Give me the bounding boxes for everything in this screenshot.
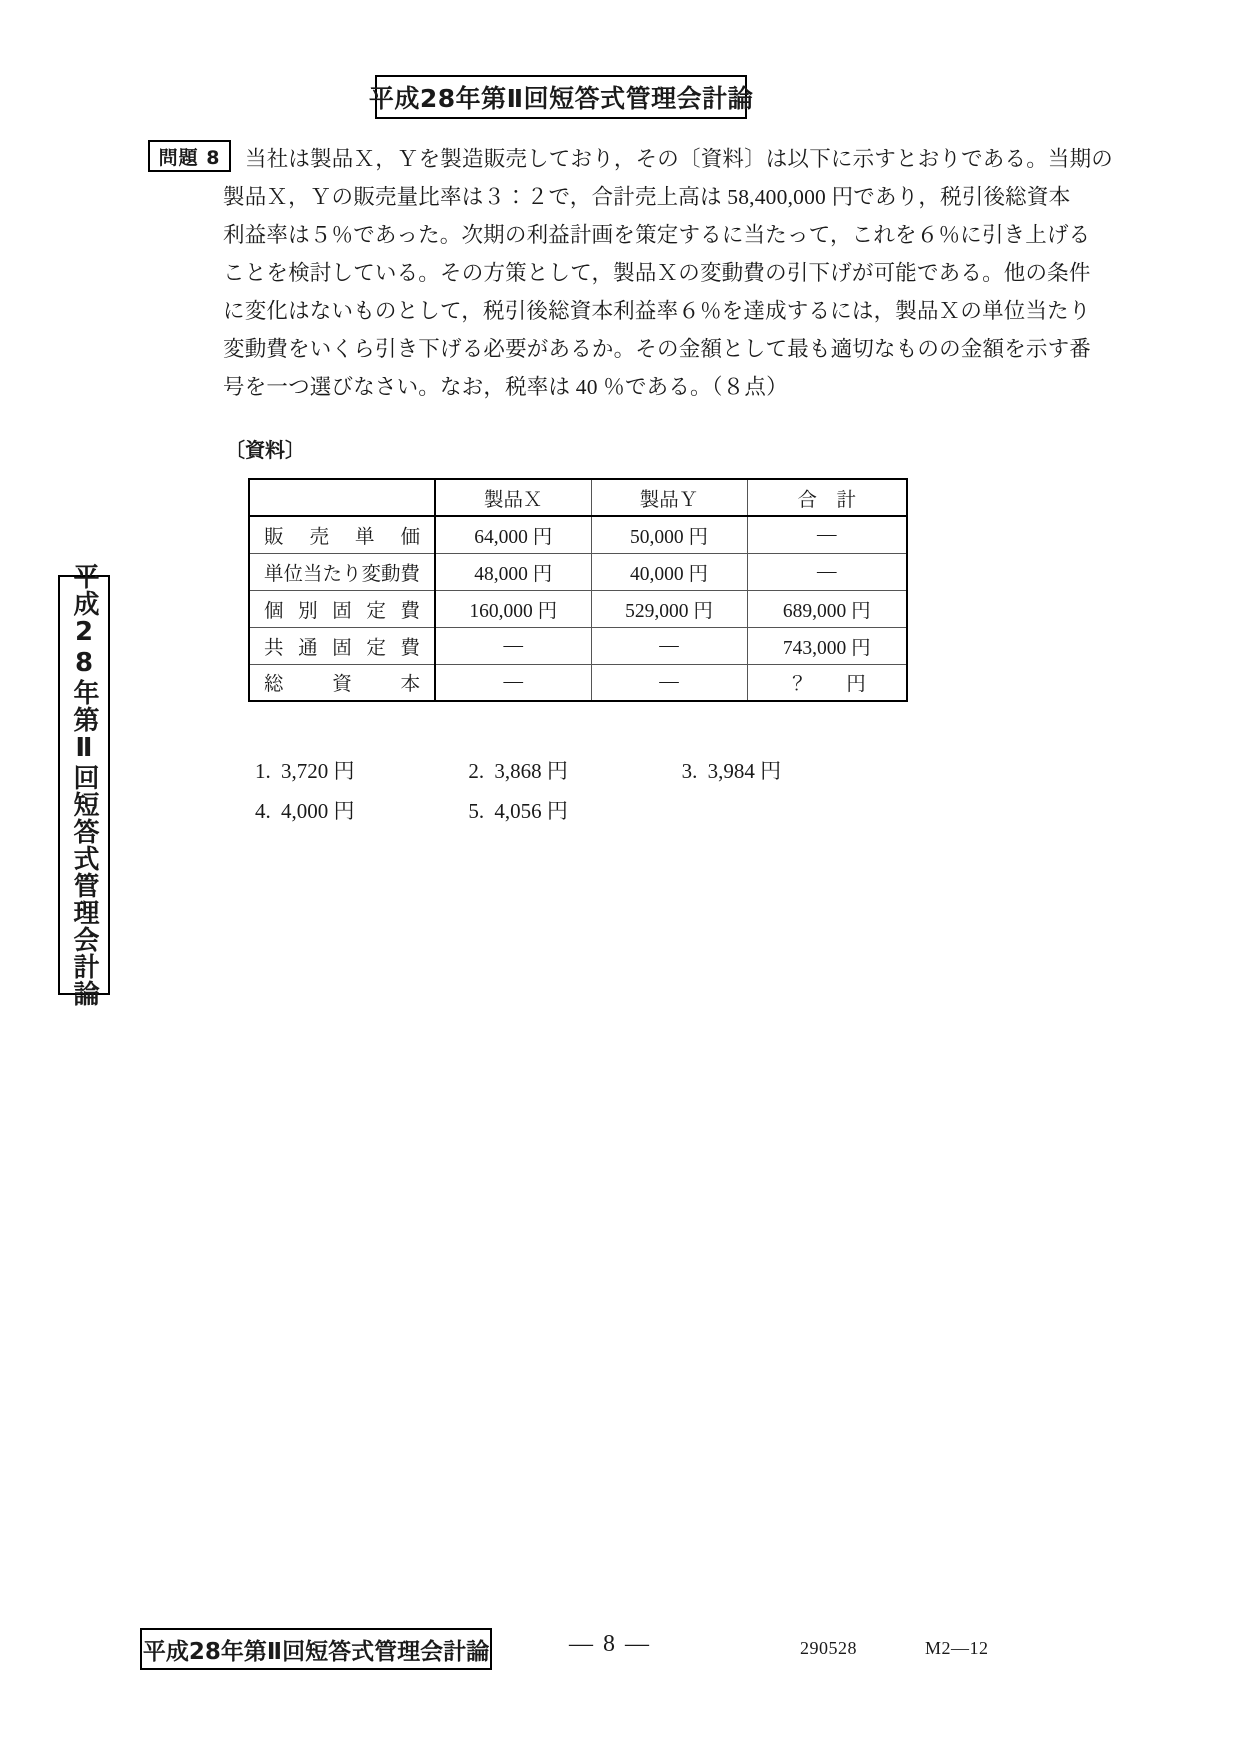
footer-title-text: 平成28年第Ⅱ回短答式管理会計論	[142, 1638, 490, 1665]
answer-choice-5[interactable]	[468, 795, 681, 825]
row-label-unit-variable-cost: 単位当たり変動費	[249, 553, 435, 590]
side-title-text: 平成28年第Ⅱ回短答式管理会計論	[69, 563, 99, 1007]
cell-total-capital-total: ？ 円	[747, 664, 907, 701]
table-header-product-x: 製品Ｘ	[435, 479, 591, 516]
question-line: 号を一つ選びなさい。なお，税率は 40 ％である。（８点）	[223, 375, 788, 399]
cell-variable-cost-x: 48,000 円	[435, 553, 591, 590]
cell-variable-cost-total: —	[747, 553, 907, 590]
question-text	[223, 140, 1114, 406]
answer-choice-4[interactable]	[255, 795, 468, 825]
question-line: ことを検討している。その方策として，製品Ｘの変動費の引下げが可能である。他の条件	[223, 261, 1091, 285]
cell-individual-fixed-y: 529,000 円	[591, 590, 747, 627]
cell-total-capital-x: —	[435, 664, 591, 701]
answer-value: 3,720 円	[281, 759, 355, 783]
cell-unit-price-y: 50,000 円	[591, 516, 747, 553]
answer-value: 3,984 円	[707, 759, 782, 783]
question-line: 変動費をいくら引き下げる必要があるか。その金額として最も適切なものの金額を示す番	[223, 337, 1092, 361]
cell-common-fixed-y: —	[591, 627, 747, 664]
answer-number: 2.	[468, 759, 485, 783]
table-header-total: 合 計	[747, 479, 907, 516]
table-corner-cell	[249, 479, 435, 516]
answer-value: 4,000 円	[281, 799, 355, 823]
footer-title-box	[140, 1628, 492, 1670]
header-title-box	[368, 75, 754, 119]
table-header-product-y: 製品Ｙ	[591, 479, 747, 516]
question-line: に変化はないものとして，税引後総資本利益率６％を達成するには，製品Ｘの単位当たり	[223, 299, 1091, 323]
material-caption: 〔資料〕	[225, 438, 305, 462]
answer-choices	[255, 750, 895, 830]
question-number-badge: 問題 8	[148, 140, 231, 172]
row-label-unit-price: 販売単価	[249, 516, 435, 553]
answer-choice-1[interactable]	[255, 755, 468, 785]
table-row	[249, 627, 907, 664]
cell-variable-cost-y: 40,000 円	[591, 553, 747, 590]
answer-number: 4.	[255, 799, 271, 823]
cell-unit-price-total: —	[747, 516, 907, 553]
table-row	[249, 516, 907, 553]
cell-total-capital-y: —	[591, 664, 747, 701]
table-header-row	[249, 479, 907, 516]
answer-value: 4,056 円	[494, 799, 568, 823]
question-line: 当社は製品Ｘ，Ｙを製造販売しており，その〔資料〕は以下に示すとおりである。当期の	[245, 147, 1114, 171]
side-title-box	[58, 563, 110, 1007]
answer-value: 3,868 円	[494, 759, 568, 783]
question-line: 利益率は５％であった。次期の利益計画を策定するに当たって，これを６％に引き上げる	[223, 223, 1091, 247]
cell-common-fixed-x: —	[435, 627, 591, 664]
answer-number: 3.	[681, 759, 698, 783]
footer-reference: M2―12	[925, 1638, 989, 1658]
table-row	[249, 553, 907, 590]
answer-row	[255, 790, 895, 830]
row-label-individual-fixed-cost: 個別固定費	[249, 590, 435, 627]
cell-common-fixed-total: 743,000 円	[747, 627, 907, 664]
answer-choice-2[interactable]	[468, 755, 681, 785]
footer-code: 290528	[800, 1638, 857, 1658]
row-label-total-capital: 総資本	[249, 664, 435, 701]
answer-number: 5.	[468, 799, 485, 823]
answer-choice-3[interactable]	[682, 755, 895, 785]
table-row	[249, 590, 907, 627]
question-line: 製品Ｘ，Ｙの販売量比率は３：２で，合計売上高は 58,400,000 円であり，税引後総資本	[223, 185, 1071, 209]
cell-individual-fixed-total: 689,000 円	[747, 590, 907, 627]
material-data-table	[248, 478, 908, 702]
cell-individual-fixed-x: 160,000 円	[435, 590, 591, 627]
answer-number: 1.	[255, 759, 271, 783]
answer-row	[255, 750, 895, 790]
cell-unit-price-x: 64,000 円	[435, 516, 591, 553]
page-title: 平成28年第Ⅱ回短答式管理会計論	[368, 84, 754, 113]
page-number: ― 8 ―	[569, 1631, 651, 1657]
row-label-common-fixed-cost: 共通固定費	[249, 627, 435, 664]
table-row	[249, 664, 907, 701]
